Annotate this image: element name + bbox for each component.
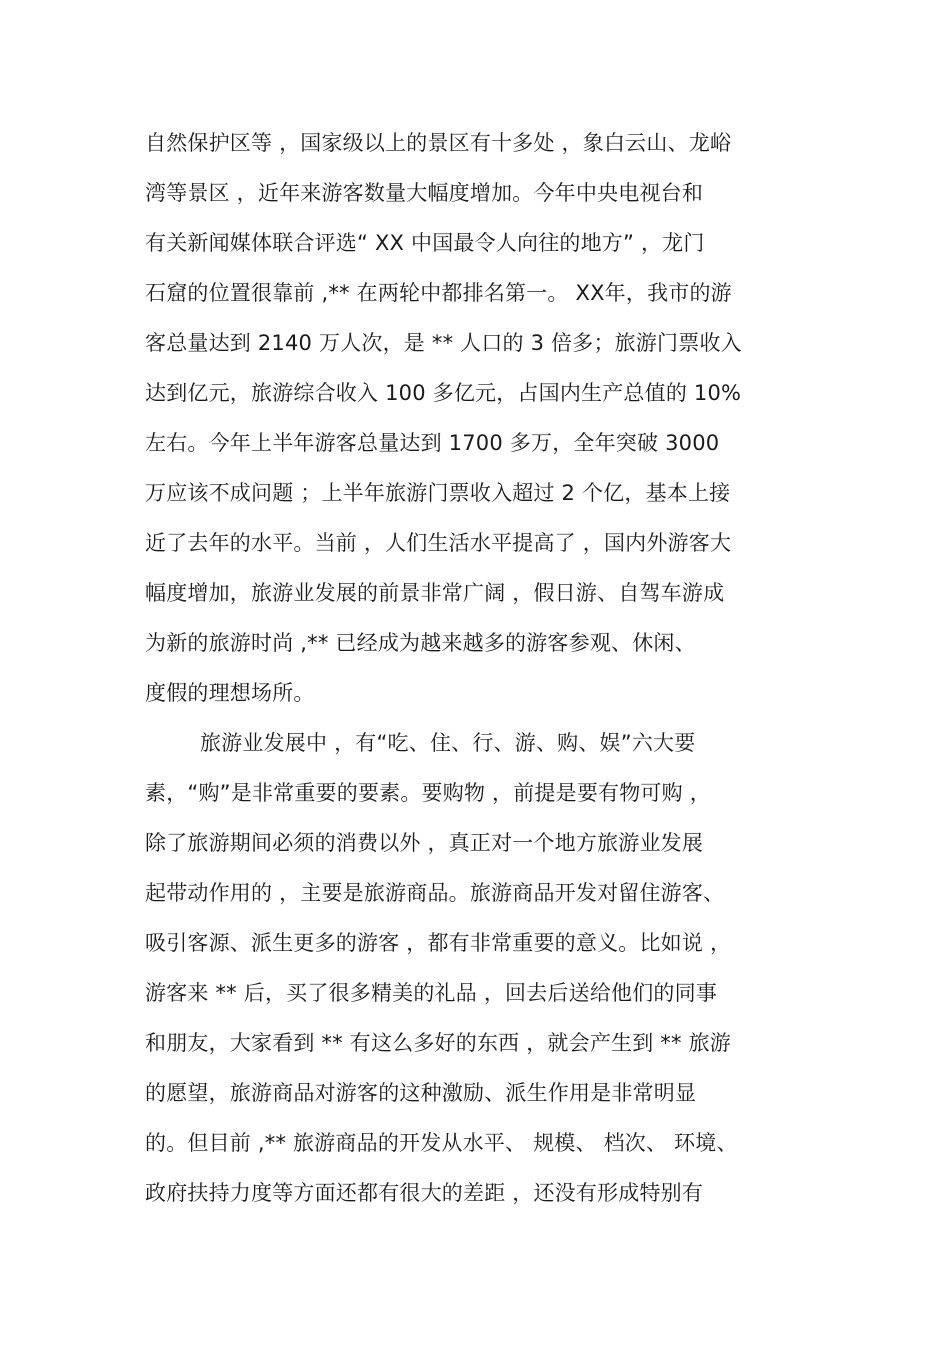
text-line-9: 近了去年的水平。当前 ，人们生活水平提高了 ，国内外游客大 bbox=[145, 531, 732, 555]
text-line-11: 为新的旅游时尚 ,** 已经成为越来越多的游客参观、休闲、 bbox=[145, 631, 696, 655]
text-line-22: 政府扶持力度等方面还都有很大的差距 ，还没有形成特别有 bbox=[145, 1181, 704, 1205]
text-line-8: 万应该不成问题 ；上半年旅游门票收入超过 2 个亿，基本上接 bbox=[145, 481, 731, 505]
text-line-10: 幅度增加，旅游业发展的前景非常广阔 ，假日游、自驾车游成 bbox=[145, 581, 725, 605]
text-line-17: 吸引客源、派生更多的游客 ，都有非常重要的意义。比如说 ， bbox=[145, 931, 732, 955]
text-line-16: 起带动作用的 ，主要是旅游商品。旅游商品开发对留住游客、 bbox=[145, 881, 725, 905]
text-line-15: 除了旅游期间必须的消费以外 ，真正对一个地方旅游业发展 bbox=[145, 831, 704, 855]
text-line-5: 客总量达到 2140 万人次，是 ** 人口的 3 倍多；旅游门票收入 bbox=[145, 331, 742, 355]
body-text bbox=[145, 118, 835, 1218]
text-line-18: 游客来 ** 后，买了很多精美的礼品 ，回去后送给他们的同事 bbox=[145, 981, 718, 1005]
text-line-12: 度假的理想场所。 bbox=[145, 681, 315, 705]
text-line-3: 有关新闻媒体联合评选“ XX 中国最令人向往的地方” ，龙门 bbox=[145, 231, 705, 255]
text-line-1: 自然保护区等 ，国家级以上的景区有十多处 ，象白云山、龙峪 bbox=[145, 131, 732, 155]
text-line-20: 的愿望，旅游商品对游客的这种激励、派生作用是非常明显 bbox=[145, 1081, 697, 1105]
text-line-21: 的。但目前 ,** 旅游商品的开发从水平、 规模、 档次、 环境、 bbox=[145, 1131, 738, 1155]
text-line-4: 石窟的位置很靠前 ,** 在两轮中都排名第一。 XX年，我市的游 bbox=[145, 281, 732, 305]
text-line-14: 素，“购”是非常重要的要素。要购物 ，前提是要有物可购 ， bbox=[145, 781, 711, 805]
text-line-6: 达到亿元，旅游综合收入 100 多亿元，占国内生产总值的 10% bbox=[145, 381, 742, 405]
text-line-2: 湾等景区 ，近年来游客数量大幅度增加。今年中央电视台和 bbox=[145, 181, 704, 205]
text-line-7: 左右。今年上半年游客总量达到 1700 多万，全年突破 3000 bbox=[145, 431, 720, 455]
text-line-19: 和朋友，大家看到 ** 有这么多好的东西 ，就会产生到 ** 旅游 bbox=[145, 1031, 731, 1055]
text-line-13: 旅游业发展中 ，有“吃、住、行、游、购、娱”六大要 bbox=[145, 731, 696, 755]
